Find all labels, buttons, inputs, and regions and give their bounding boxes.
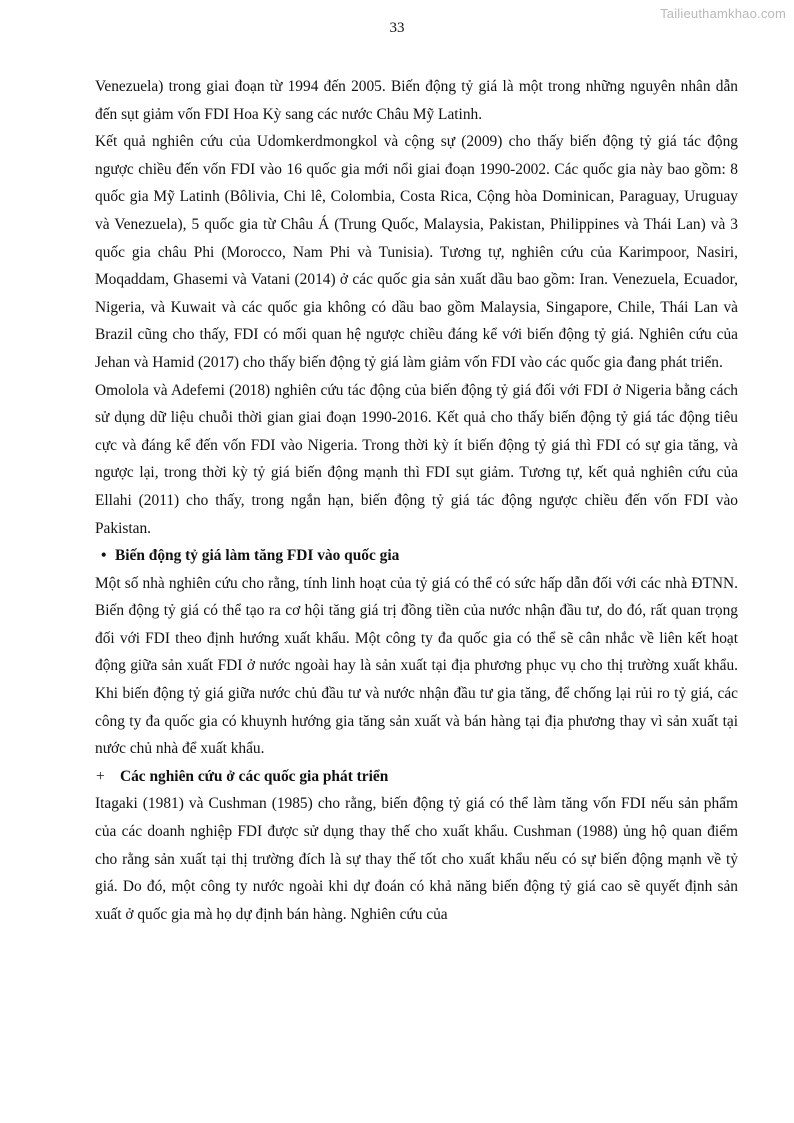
watermark: Tailieuthamkhao.com <box>660 6 786 21</box>
subsection-heading-plus <box>95 763 738 791</box>
paragraph-continuation: Venezuela) trong giai đoạn từ 1994 đến 2005. Biến động tỷ giá là một trong những nguyên nhân dẫn đến sụt giảm vốn FDI Hoa Kỳ sang các nước Châu Mỹ Latinh. <box>95 78 738 123</box>
paragraph-omolola: Omolola và Adefemi (2018) nghiên cứu tác động của biến động tỷ giá đối với FDI ở Nigeria bằng cách sử dụng dữ liệu chuỗi thời gian giai đoạn 1990-2016. Kết quả cho thấy biến động tỷ giá tác động tiêu cực và đáng kể đến vốn FDI vào Nigeria. Trong thời kỳ ít biến động tỷ giá thì FDI có sự gia tăng, và ngược lại, trong thời kỳ tỷ giá biến động mạnh thì FDI sụt giảm. Tương tự, kết quả nghiên cứu của Ellahi (2011) cho thấy, trong ngắn hạn, biến động tỷ giá tác động ngược chiều đến vốn FDI vào Pakistan. <box>95 381 738 537</box>
paragraph-flexibility: Một số nhà nghiên cứu cho rằng, tính linh hoạt của tỷ giá có thể có sức hấp dẫn đối với các nhà ĐTNN. Biến động tỷ giá có thể tạo ra cơ hội tăng giá trị đồng tiền của nước nhận đầu tư, do đó, rất quan trọng đối với FDI theo định hướng xuất khẩu. Một công ty đa quốc gia có thể sẽ cân nhắc về liên kết hoạt động giữa sản xuất FDI ở nước ngoài hay là sản xuất tại địa phương phục vụ cho thị trường xuất khẩu. Khi biến động tỷ giá giữa nước chủ đầu tư và nước nhận đầu tư gia tăng, để chống lại rủi ro tỷ giá, các công ty đa quốc gia có khuynh hướng gia tăng sản xuất và bán hàng tại địa phương thay vì sản xuất tại nước chủ nhà để xuất khẩu. <box>95 574 738 758</box>
bullet-icon: • <box>101 547 107 565</box>
plus-icon: + <box>96 767 105 785</box>
page-number: 33 <box>389 20 405 36</box>
document-body <box>95 73 738 928</box>
paragraph-itagaki: Itagaki (1981) và Cushman (1985) cho rằng, biến động tỷ giá có thể làm tăng vốn FDI nếu sản phẩm của các doanh nghiệp FDI được sử dụng thay thế cho xuất khẩu. Cushman (1988) ủng hộ quan điểm cho rằng sản xuất tại thị trường đích là sự thay thế tốt cho xuất khẩu nếu có sự biến động mạnh về tỷ giá. Do đó, một công ty nước ngoài khi dự đoán có khả năng biến động tỷ giá cao sẽ quyết định sản xuất ở quốc gia mà họ dự định bán hàng. Nghiên cứu của <box>95 795 738 923</box>
paragraph-udomkerdmongkol: Kết quả nghiên cứu của Udomkerdmongkol và cộng sự (2009) cho thấy biến động tỷ giá tác động ngược chiều đến vốn FDI vào 16 quốc gia mới nổi giai đoạn 1990-2002. Các quốc gia này bao gồm: 8 quốc gia Mỹ Latinh (Bôlivia, Chi lê, Colombia, Costa Rica, Cộng hòa Dominican, Paraguay, Uruguay và Venezuela), 5 quốc gia từ Châu Á (Trung Quốc, Malaysia, Pakistan, Philippines và Thái Lan) và 3 quốc gia châu Phi (Morocco, Nam Phi và Tunisia). Tương tự, nghiên cứu của Karimpoor, Nasiri, Moqaddam, Ghasemi và Vatani (2014) ở các quốc gia sản xuất dầu bao gồm: Iran. Venezuela, Ecuador, Nigeria, và Kuwait và các quốc gia không có dầu bao gồm Malaysia, Singapore, Chile, Thái Lan và Brazil cũng cho thấy, FDI có mối quan hệ ngược chiều đáng kể với biến động tỷ giá. Nghiên cứu của Jehan và Hamid (2017) cho thấy biến động tỷ giá làm giảm vốn FDI vào các quốc gia đang phát triển. <box>95 133 738 371</box>
section-heading-bullet <box>95 542 738 570</box>
section-heading-text: Biến động tỷ giá làm tăng FDI vào quốc gia <box>115 547 400 565</box>
subsection-heading-text: Các nghiên cứu ở các quốc gia phát triển <box>120 767 389 785</box>
